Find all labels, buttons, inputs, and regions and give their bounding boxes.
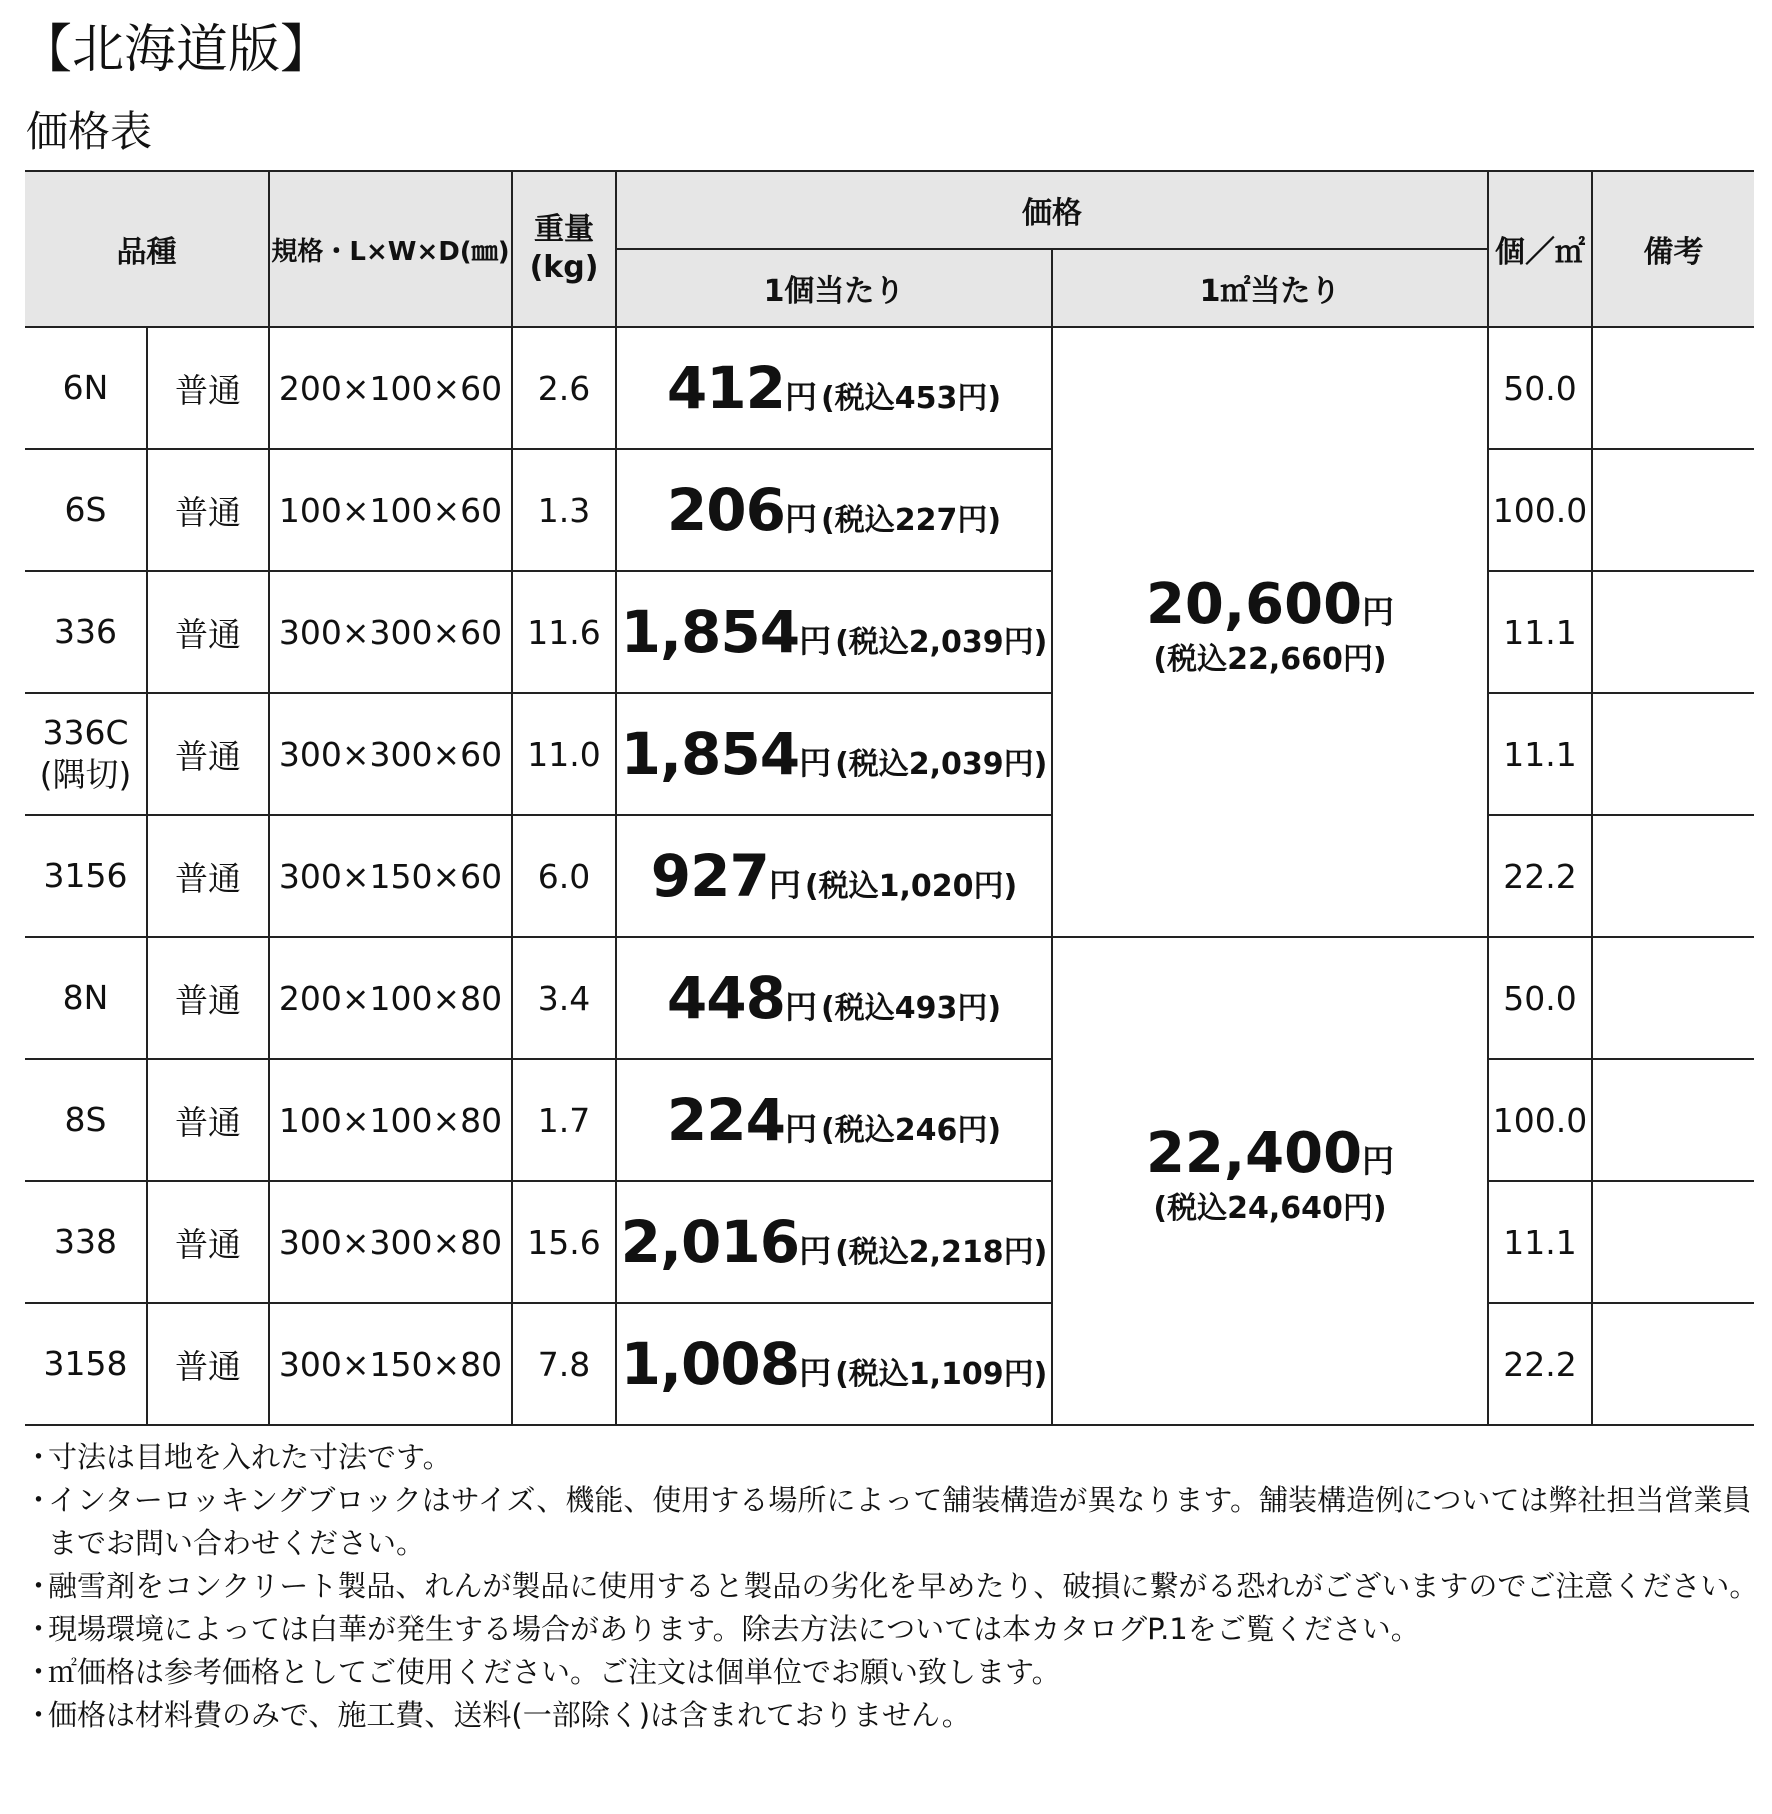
bullet: ・ (24, 1569, 54, 1603)
note-text: 融雪剤をコンクリート製品、れんが製品に使用すると製品の劣化を早めたり、破損に繋がる恐れがございますのでご注意ください。 (48, 1569, 1759, 1603)
remarks-cell (1592, 1303, 1754, 1425)
product-type: 普通 (147, 1059, 269, 1181)
note-item (22, 1651, 1762, 1694)
unit-price: 224 (666, 1086, 785, 1154)
header-price: 価格 (616, 171, 1488, 249)
product-spec: 100×100×80 (269, 1059, 512, 1181)
unit-price: 2,016 (620, 1208, 800, 1276)
unit-price-tax: (税込1,020円) (804, 869, 1018, 904)
header-variety: 品種 (25, 171, 269, 327)
unit-price: 448 (666, 964, 785, 1032)
unit-price-tax: (税込493円) (821, 991, 1002, 1026)
note-text: 寸法は目地を入れた寸法です。 (48, 1440, 452, 1474)
remarks-cell (1592, 1059, 1754, 1181)
header-pcs-per-m2: 個／㎡ (1488, 171, 1592, 327)
yen-unit: 円 (1362, 1141, 1395, 1180)
product-weight: 11.6 (512, 571, 616, 693)
area-price: 22,400 (1145, 1120, 1363, 1186)
product-code: 336 (25, 571, 147, 693)
bullet: ・ (24, 1440, 54, 1474)
product-weight: 15.6 (512, 1181, 616, 1303)
edition-title: 【北海道版】 (20, 20, 333, 80)
product-type: 普通 (147, 937, 269, 1059)
note-text: インターロッキングブロックはサイズ、機能、使用する場所によって舗装構造が異なります。舗装構造例については弊社担当営業員までお問い合わせください。 (48, 1483, 1752, 1560)
header-per-unit: 1個当たり (616, 249, 1052, 327)
table-row (25, 815, 1754, 937)
price-table (25, 170, 1754, 1426)
product-weight: 11.0 (512, 693, 616, 815)
unit-price-tax: (税込2,218円) (835, 1235, 1048, 1270)
table-row (25, 449, 1754, 571)
note-text: 価格は材料費のみで、施工費、送料(一部除く)は含まれておりません。 (48, 1698, 971, 1732)
product-spec: 100×100×60 (269, 449, 512, 571)
pcs-per-m2: 22.2 (1488, 1303, 1592, 1425)
area-price: 20,600 (1145, 571, 1363, 637)
unit-price-tax: (税込2,039円) (835, 747, 1048, 782)
product-code: 3156 (25, 815, 147, 937)
unit-price-cell (616, 937, 1052, 1059)
unit-price-cell (616, 1181, 1052, 1303)
product-type: 普通 (147, 571, 269, 693)
area-price-tax: (税込24,640円) (1153, 1190, 1387, 1226)
unit-price: 206 (666, 476, 785, 544)
table-row (25, 1059, 1754, 1181)
pcs-per-m2: 100.0 (1488, 1059, 1592, 1181)
product-weight: 7.8 (512, 1303, 616, 1425)
note-item (22, 1694, 1762, 1737)
note-item (22, 1608, 1762, 1651)
unit-price-cell (616, 327, 1052, 449)
note-text: 現場環境によっては白華が発生する場合があります。除去方法については本カタログP.1をご覧ください。 (48, 1612, 1420, 1646)
note-text: ㎡価格は参考価格としてご使用ください。ご注文は個単位でお願い致します。 (48, 1655, 1061, 1689)
pcs-per-m2: 11.1 (1488, 571, 1592, 693)
product-weight: 1.3 (512, 449, 616, 571)
pcs-per-m2: 22.2 (1488, 815, 1592, 937)
product-type: 普通 (147, 815, 269, 937)
product-type: 普通 (147, 327, 269, 449)
table-row (25, 571, 1754, 693)
product-spec: 300×300×80 (269, 1181, 512, 1303)
remarks-cell (1592, 449, 1754, 571)
header-per-m2: 1㎡当たり (1052, 249, 1488, 327)
yen-unit: 円 (799, 1354, 832, 1392)
yen-unit: 円 (1362, 592, 1395, 631)
product-weight: 6.0 (512, 815, 616, 937)
yen-unit: 円 (799, 622, 832, 660)
product-code: 3158 (25, 1303, 147, 1425)
product-weight: 3.4 (512, 937, 616, 1059)
pcs-per-m2: 50.0 (1488, 327, 1592, 449)
area-price-line (1053, 1120, 1487, 1186)
pcs-per-m2: 11.1 (1488, 693, 1592, 815)
unit-price: 1,008 (620, 1330, 800, 1398)
unit-price-tax: (税込227円) (821, 503, 1002, 538)
table-row (25, 1181, 1754, 1303)
product-code: 8N (25, 937, 147, 1059)
unit-price-tax: (税込1,109円) (835, 1357, 1048, 1392)
yen-unit: 円 (785, 1110, 818, 1148)
product-spec: 300×150×80 (269, 1303, 512, 1425)
pcs-per-m2: 50.0 (1488, 937, 1592, 1059)
product-code: 338 (25, 1181, 147, 1303)
yen-unit: 円 (799, 1232, 832, 1270)
bullet: ・ (24, 1612, 54, 1646)
unit-price-tax: (税込246円) (821, 1113, 1002, 1148)
header-weight: 重量(kg) (512, 171, 616, 327)
bullet: ・ (24, 1655, 54, 1689)
product-code: 6N (25, 327, 147, 449)
yen-unit: 円 (799, 744, 832, 782)
note-item (22, 1436, 1762, 1479)
product-type: 普通 (147, 693, 269, 815)
remarks-cell (1592, 571, 1754, 693)
product-code: 6S (25, 449, 147, 571)
product-type: 普通 (147, 1303, 269, 1425)
table-row (25, 327, 1754, 449)
unit-price-cell (616, 1059, 1052, 1181)
unit-price-cell (616, 449, 1052, 571)
yen-unit: 円 (768, 866, 801, 904)
unit-price: 927 (650, 842, 769, 910)
yen-unit: 円 (785, 378, 818, 416)
remarks-cell (1592, 937, 1754, 1059)
note-item (22, 1479, 1762, 1565)
table-row (25, 937, 1754, 1059)
product-code: 8S (25, 1059, 147, 1181)
table-row (25, 1303, 1754, 1425)
unit-price-cell (616, 1303, 1052, 1425)
header-remarks: 備考 (1592, 171, 1754, 327)
product-code: 336C (隅切) (25, 693, 147, 815)
header-spec: 規格・L×W×D(㎜) (269, 171, 512, 327)
unit-price: 412 (666, 354, 785, 422)
area-price-line (1053, 571, 1487, 637)
unit-price-cell (616, 571, 1052, 693)
remarks-cell (1592, 327, 1754, 449)
page-subtitle: 価格表 (26, 107, 153, 156)
unit-price: 1,854 (620, 720, 800, 788)
product-weight: 2.6 (512, 327, 616, 449)
note-item (22, 1565, 1762, 1608)
price-table-body (25, 327, 1754, 1425)
pcs-per-m2: 11.1 (1488, 1181, 1592, 1303)
unit-price-cell (616, 815, 1052, 937)
product-spec: 200×100×80 (269, 937, 512, 1059)
area-price-cell (1052, 937, 1488, 1425)
product-spec: 300×300×60 (269, 571, 512, 693)
area-price-tax: (税込22,660円) (1153, 641, 1387, 677)
product-type: 普通 (147, 449, 269, 571)
remarks-cell (1592, 815, 1754, 937)
product-spec: 200×100×60 (269, 327, 512, 449)
table-row (25, 693, 1754, 815)
pcs-per-m2: 100.0 (1488, 449, 1592, 571)
unit-price-tax: (税込453円) (821, 381, 1002, 416)
notes-list (22, 1436, 1762, 1737)
bullet: ・ (24, 1698, 54, 1732)
unit-price: 1,854 (620, 598, 800, 666)
bullet: ・ (24, 1483, 54, 1517)
unit-price-cell (616, 693, 1052, 815)
remarks-cell (1592, 693, 1754, 815)
product-weight: 1.7 (512, 1059, 616, 1181)
area-price-cell (1052, 327, 1488, 937)
product-type: 普通 (147, 1181, 269, 1303)
yen-unit: 円 (785, 500, 818, 538)
remarks-cell (1592, 1181, 1754, 1303)
unit-price-tax: (税込2,039円) (835, 625, 1048, 660)
product-spec: 300×300×60 (269, 693, 512, 815)
product-spec: 300×150×60 (269, 815, 512, 937)
yen-unit: 円 (785, 988, 818, 1026)
